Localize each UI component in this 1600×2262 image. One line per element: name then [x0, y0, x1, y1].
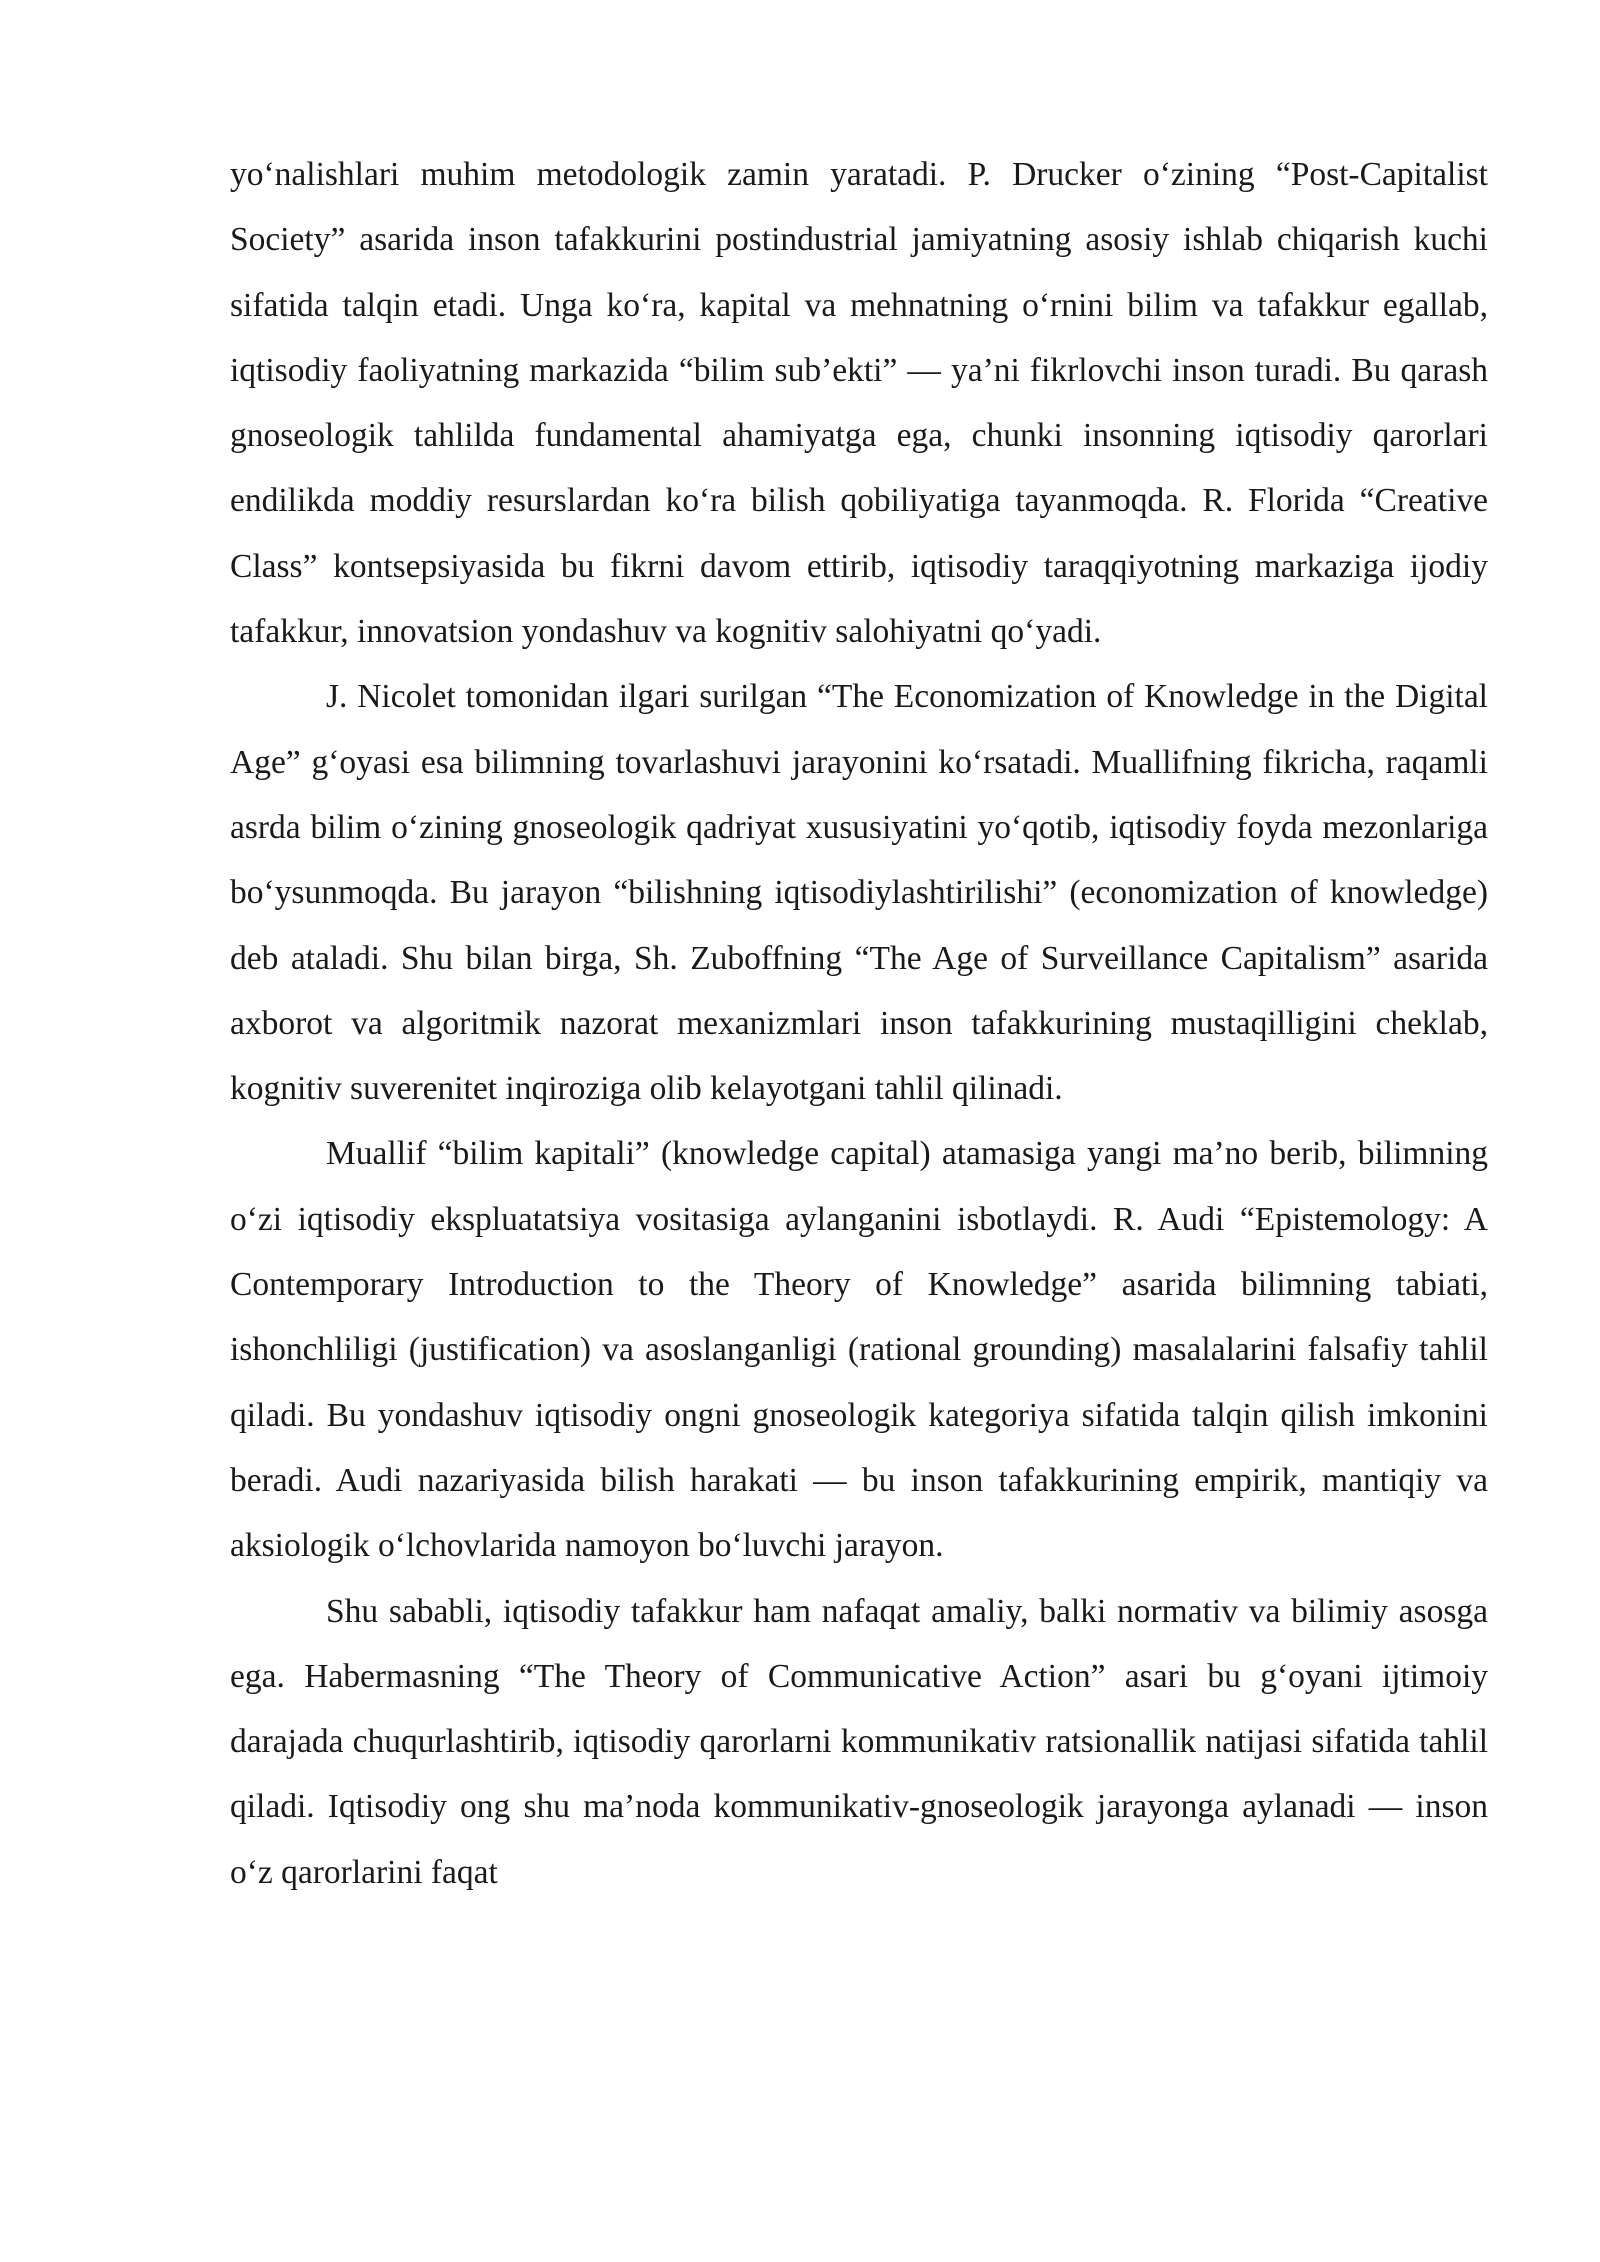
document-page [230, 142, 1488, 1905]
paragraph-nicolet-zuboff: J. Nicolet tomonidan ilgari surilgan “The Economization of Knowledge in the Digital Age” g‘oyasi esa bilimning tovarlashuvi jarayonini ko‘rsatadi. Muallifning fikricha, raqamli asrda bilim o‘zining gnoseologik qadriyat xususiyatini yo‘qotib, iqtisodiy foyda mezonlariga bo‘ysunmoqda. Bu jarayon “bilishning iqtisodiylashtirilishi” (economization of knowledge) deb ataladi. Shu bilan birga, Sh. Zuboffning “The Age of Surveillance Capitalism” asarida axborot va algoritmik nazorat mexanizmlari inson tafakkurining mustaqilligini cheklab, kognitiv suverenitet inqiroziga olib kelayotgani tahlil qilinadi. [230, 678, 1488, 1108]
paragraph-audi: Muallif “bilim kapitali” (knowledge capital) atamasiga yangi ma’no berib, bilimning o‘zi iqtisodiy ekspluatatsiya vositasiga aylanganini isbotlaydi. R. Audi “Epistemology: A Contemporary Introduction to the Theory of Knowledge” asarida bilimning tabiati, ishonchliligi (justification) va asoslanganligi (rational grounding) masalalarini falsafiy tahlil qiladi. Bu yondashuv iqtisodiy ongni gnoseologik kategoriya sifatida talqin qilish imkonini beradi. Audi nazariyasida bilish harakati — bu inson tafakkurining empirik, mantiqiy va aksiologik o‘lchovlarida namoyon bo‘luvchi jarayon. [230, 1135, 1488, 1565]
paragraph-drucker-florida: yo‘nalishlari muhim metodologik zamin yaratadi. P. Drucker o‘zining “Post-Capitalist Society” asarida inson tafakkurini postindustrial jamiyatning asosiy ishlab chiqarish kuchi sifatida talqin etadi. Unga ko‘ra, kapital va mehnatning o‘rnini bilim va tafakkur egallab, iqtisodiy faoliyatning markazida “bilim sub’ekti” — ya’ni fikrlovchi inson turadi. Bu qarash gnoseologik tahlilda fundamental ahamiyatga ega, chunki insonning iqtisodiy qarorlari endilikda moddiy resurslardan ko‘ra bilish qobiliyatiga tayanmoqda. R. Florida “Creative Class” kontsepsiyasida bu fikrni davom ettirib, iqtisodiy taraqqiyotning markaziga ijodiy tafakkur, innovatsion yondashuv va kognitiv salohiyatni qo‘yadi. [230, 156, 1488, 651]
paragraph-habermas: Shu sababli, iqtisodiy tafakkur ham nafaqat amaliy, balki normativ va bilimiy asosga ega. Habermasning “The Theory of Communicative Action” asari bu g‘oyani ijtimoiy darajada chuqurlashtirib, iqtisodiy qarorlarni kommunikativ ratsionallik natijasi sifatida tahlil qiladi. Iqtisodiy ong shu ma’noda kommunikativ-gnoseologik jarayonga aylanadi — inson o‘z qarorlarini faqat [230, 1592, 1488, 1891]
